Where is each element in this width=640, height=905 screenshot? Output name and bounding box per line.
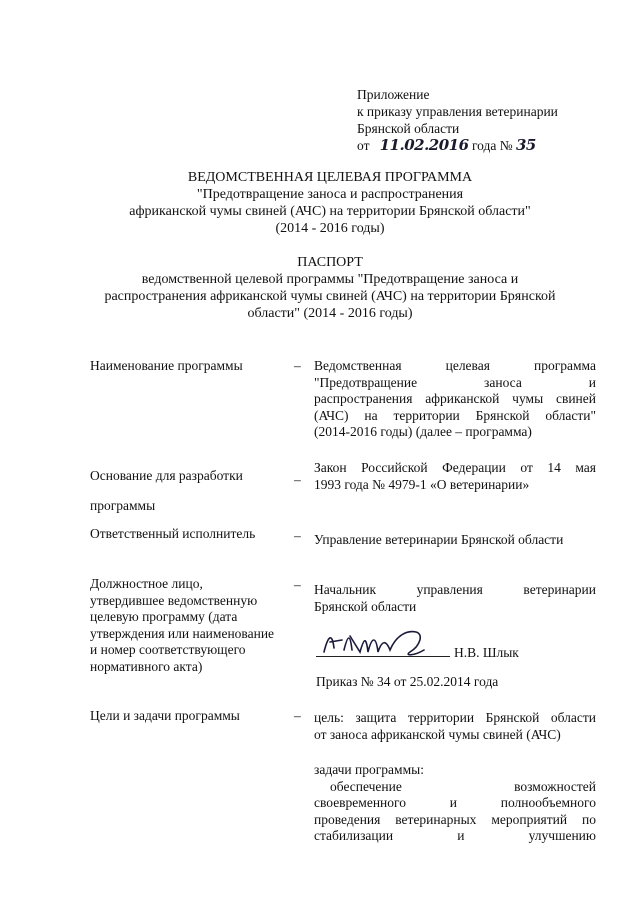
- passport-subtitle: области" (2014 - 2016 годы): [247, 306, 413, 321]
- passport-subtitle: распространения африканской чумы свиней (АЧС) на территории Брянской: [104, 289, 556, 304]
- row-value-goals: [314, 710, 596, 743]
- row-label-name: Наименование программы: [90, 358, 243, 373]
- signature-line: [316, 656, 450, 657]
- value-line: Ведомственная целевая программа: [314, 358, 596, 373]
- program-subtitle: "Предотвращение заноса и распространения: [196, 187, 464, 202]
- approval-order: Приказ № 34 от 25.02.2014 года: [316, 674, 499, 689]
- appendix-line: Приложение: [357, 87, 430, 102]
- signature-mark: [320, 626, 450, 660]
- handwritten-date: 11.02.2016: [379, 136, 469, 154]
- passport-title: ПАСПОРТ: [297, 255, 363, 270]
- value-line: от заноса африканской чумы свиней (АЧС): [314, 726, 561, 742]
- label-line: утвердившее ведомственную: [90, 592, 258, 608]
- program-years: (2014 - 2016 годы): [275, 221, 385, 236]
- value-line: стабилизации и улучшению: [314, 828, 596, 843]
- from-label: от: [357, 138, 370, 153]
- appendix-date-line: [357, 137, 558, 154]
- row-dash: –: [294, 472, 301, 487]
- appendix-block: [357, 86, 558, 154]
- value-line: (2014-2016 годы) (далее – программа): [314, 424, 532, 439]
- value-line: проведения ветеринарных мероприятий по: [314, 811, 596, 827]
- appendix-line: к приказу управления ветеринарии: [357, 104, 558, 119]
- program-title: ВЕДОМСТВЕННАЯ ЦЕЛЕВАЯ ПРОГРАММА: [187, 170, 473, 185]
- row-value-name: [314, 358, 596, 441]
- year-label: года №: [471, 138, 513, 153]
- value-line: Начальник управления ветеринарии: [314, 582, 596, 597]
- program-subtitle: африканской чумы свиней (АЧС) на территории Брянской области": [129, 204, 531, 219]
- value-line: 1993 года № 4979-1 «О ветеринарии»: [314, 476, 530, 492]
- passport-subtitle: ведомственной целевой программы "Предотвращение заноса и: [141, 272, 519, 287]
- value-line: Управление ветеринарии Брянской области: [314, 532, 564, 547]
- label-line: нормативного акта): [90, 658, 203, 674]
- row-dash: –: [294, 708, 301, 723]
- label-line: целевую программу (дата: [90, 609, 238, 624]
- row-dash: –: [294, 528, 301, 543]
- value-line: задачи программы:: [314, 762, 424, 777]
- row-dash: –: [294, 577, 301, 592]
- label-line: утверждения или наименование: [90, 625, 275, 641]
- value-line: Закон Российской Федерации от 14 мая: [314, 460, 596, 475]
- row-value-basis: [314, 460, 596, 493]
- signer-name: Н.В. Шлык: [454, 645, 519, 660]
- row-label-basis: Основание для разработки: [90, 468, 243, 483]
- handwritten-number: 35: [516, 136, 536, 154]
- label-line: и номер соответствующего: [90, 642, 246, 657]
- row-label-executor: Ответственный исполнитель: [90, 526, 256, 541]
- row-dash: –: [294, 358, 301, 373]
- value-line: цель: защита территории Брянской области: [314, 710, 596, 725]
- row-value-executor: [314, 532, 596, 549]
- row-label-goals: Цели и задачи программы: [90, 708, 240, 723]
- value-line: (АЧС) на территории Брянской области": [314, 407, 596, 423]
- value-line: "Предотвращение заноса и: [314, 374, 596, 390]
- value-line: Брянской области: [314, 598, 417, 614]
- row-value-tasks: [314, 762, 596, 845]
- row-label-basis: программы: [90, 498, 156, 513]
- value-line: обеспечение возможностей: [330, 778, 596, 794]
- row-label-official: [90, 576, 274, 675]
- value-line: своевременного и полнообъемного: [314, 795, 596, 810]
- row-value-official: [314, 582, 596, 615]
- value-line: распространения африканской чумы свиней: [314, 391, 596, 406]
- label-line: Должностное лицо,: [90, 576, 203, 591]
- appendix-line: Брянской области: [357, 121, 460, 136]
